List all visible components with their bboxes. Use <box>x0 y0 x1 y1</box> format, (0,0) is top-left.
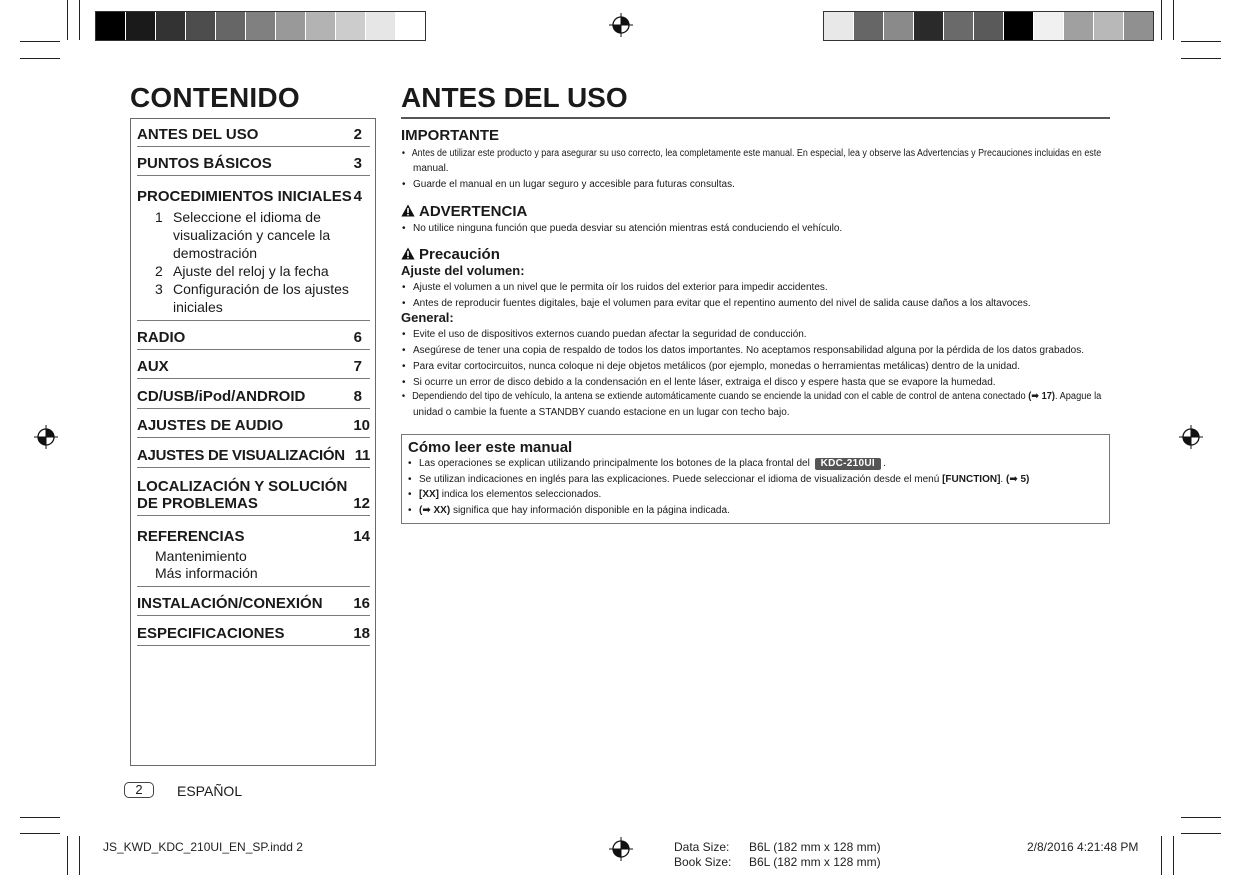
how-to-read-heading: Cómo leer este manual <box>408 439 573 456</box>
toc-entry-group <box>137 516 370 587</box>
color-swatch <box>824 12 854 40</box>
model-badge: KDC-210UI <box>815 458 881 470</box>
list-item: • Antes de utilizar este producto y para asegurar su uso correcto, lea completamente este manual. En especial, lea y observe las Advertencias y Precauciones incluidas en este <box>401 146 1101 161</box>
antenna-text: Dependiendo del tipo de vehículo, la antena se extiende automáticamente cuando se enciende la unidad con el cable de control de antena conectado <box>412 391 1026 402</box>
toc-entry[interactable] <box>137 468 370 516</box>
precaucion-heading-text: Precaución <box>419 246 500 263</box>
title-rule <box>401 117 1110 119</box>
page-title: ANTES DEL USO <box>401 82 628 113</box>
color-swatch <box>96 12 126 40</box>
list-item-text: significa que hay información disponible en la página indicada. <box>452 505 730 516</box>
toc-subitem-text: Ajuste del reloj y la fecha <box>173 263 329 279</box>
color-swatch <box>396 12 425 40</box>
list-item <box>407 503 730 518</box>
list-item-continuation: unidad o cambie la fuente a STANDBY cuando estacione en un lugar con techo bajo. <box>413 407 790 418</box>
toc-subitem[interactable] <box>137 280 370 316</box>
toc-subitem-number: 1 <box>155 209 163 225</box>
list-item: • Antes de reproducir fuentes digitales, baje el volumen para evitar que el repentino aumento del nivel de salida cause daños a los altavoces. <box>401 296 1031 311</box>
toc-box <box>130 118 376 766</box>
list-item: • No utilice ninguna función que pueda desviar su atención mientras está conduciendo el vehículo. <box>401 221 842 236</box>
color-swatch <box>216 12 246 40</box>
toc-entry[interactable] <box>137 616 370 646</box>
color-swatch <box>156 12 186 40</box>
color-swatch <box>944 12 974 40</box>
toc-entry[interactable] <box>137 147 370 176</box>
toc-entry-page: 8 <box>353 388 362 405</box>
list-item <box>407 487 601 502</box>
toc-entry-page: 7 <box>353 358 362 375</box>
precaucion-heading <box>401 246 500 263</box>
toc-entry-page: 6 <box>353 329 362 346</box>
general-heading: General: <box>401 310 454 325</box>
list-item <box>401 389 1101 404</box>
list-item-text: Las operaciones se explican utilizando principalmente los botones de la placa frontal del <box>419 458 810 469</box>
color-swatch <box>914 12 944 40</box>
list-item-text: . <box>882 458 886 469</box>
toc-entry-group <box>137 176 370 321</box>
reference-notation: (➡ XX) <box>419 505 451 516</box>
color-swatch <box>1094 12 1124 40</box>
toc-entry-label: ESPECIFICACIONES <box>137 625 285 642</box>
toc-entry-label: AJUSTES DE VISUALIZACIÓN <box>137 447 345 464</box>
warning-icon <box>401 204 415 217</box>
toc-subitem-text: Seleccione el idioma de visualización y cancele la demostración <box>173 209 331 261</box>
how-to-read-box <box>401 434 1110 524</box>
toc-subitem[interactable] <box>137 262 370 280</box>
color-swatch <box>974 12 1004 40</box>
toc-entry-label: ANTES DEL USO <box>137 126 259 143</box>
registration-mark-icon <box>1179 425 1203 449</box>
color-swatch <box>246 12 276 40</box>
toc-title: CONTENIDO <box>130 82 300 113</box>
function-key-label: [FUNCTION] <box>942 474 1001 485</box>
volumen-heading: Ajuste del volumen: <box>401 263 525 278</box>
list-item-text: . <box>1000 474 1004 485</box>
toc-entry[interactable] <box>137 379 370 409</box>
toc-entry-page: 3 <box>353 155 362 172</box>
toc-entry[interactable] <box>137 350 370 379</box>
list-item-text: indica los elementos seleccionados. <box>441 489 602 500</box>
toc-entry-label: AUX <box>137 358 169 375</box>
toc-entry-label-line2: DE PROBLEMAS <box>137 495 258 512</box>
toc-entry-label: PUNTOS BÁSICOS <box>137 155 272 172</box>
antenna-text-tail: . Apague la <box>1054 391 1102 402</box>
registration-mark-icon <box>34 425 58 449</box>
toc-entry-label: LOCALIZACIÓN Y SOLUCIÓN <box>137 478 348 495</box>
toc-entry-label: CD/USB/iPod/ANDROID <box>137 388 306 405</box>
slug-filename: JS_KWD_KDC_210UI_EN_SP.indd 2 <box>103 840 303 854</box>
language-label: ESPAÑOL <box>177 783 243 799</box>
toc-entry-label: RADIO <box>137 329 186 346</box>
page-reference[interactable]: (➡ 5) <box>1005 474 1030 485</box>
color-swatch <box>1064 12 1094 40</box>
slug-data-size-label: Data Size: <box>674 840 730 854</box>
toc-entry-label: PROCEDIMIENTOS INICIALES <box>137 188 352 205</box>
color-swatch <box>366 12 396 40</box>
toc-entry[interactable] <box>137 516 370 545</box>
color-bar-left <box>95 11 426 41</box>
color-swatch <box>1004 12 1034 40</box>
color-swatch <box>126 12 156 40</box>
list-item: • Guarde el manual en un lugar seguro y accesible para futuras consultas. <box>401 177 735 192</box>
toc-entry[interactable] <box>137 176 370 205</box>
toc-entry[interactable] <box>137 321 370 350</box>
list-item-text: Se utilizan indicaciones en inglés para las explicaciones. Puede seleccionar el idioma de visualización desde el menú <box>419 474 940 485</box>
toc-subitem-number: 2 <box>155 263 163 279</box>
warning-icon <box>401 247 415 260</box>
toc-plain-item[interactable]: Más información <box>155 565 258 581</box>
registration-mark-icon <box>609 13 633 37</box>
toc-entry-label: INSTALACIÓN/CONEXIÓN <box>137 595 323 612</box>
advertencia-heading <box>401 203 527 220</box>
toc-entry-page: 14 <box>353 528 370 545</box>
toc-entry-page: 16 <box>353 595 370 612</box>
list-item <box>407 472 1029 487</box>
toc-entry[interactable] <box>137 409 370 438</box>
slug-data-size: B6L (182 mm x 128 mm) <box>749 840 881 854</box>
slug-book-size-label: Book Size: <box>674 855 732 869</box>
list-item: • Ajuste el volumen a un nivel que le permita oír los ruidos del exterior para impedir accidentes. <box>401 280 828 295</box>
page-reference[interactable]: (➡ 17) <box>1028 391 1055 402</box>
page-number-badge: 2 <box>124 782 154 798</box>
toc-subitem[interactable] <box>137 208 370 262</box>
toc-subitem-number: 3 <box>155 281 163 297</box>
toc-entry-page: 4 <box>353 188 362 205</box>
toc-entry-page: 12 <box>353 495 370 512</box>
toc-entry-page: 10 <box>353 417 370 434</box>
color-swatch <box>854 12 884 40</box>
toc-subitem-text: Configuración de los ajustes iniciales <box>173 281 349 315</box>
color-swatch <box>1034 12 1064 40</box>
color-swatch <box>1124 12 1153 40</box>
toc-entry-page: 18 <box>353 625 370 642</box>
color-swatch <box>884 12 914 40</box>
list-item: • Para evitar cortocircuitos, nunca coloque ni deje objetos metálicos (por ejemplo, monedas o herramientas metálicas) dentro de la unidad. <box>401 359 1020 374</box>
toc-entry-page: 2 <box>353 126 362 143</box>
toc-entry-page: 11 <box>354 447 370 464</box>
list-item: • Evite el uso de dispositivos externos cuando puedan afectar la seguridad de conducción. <box>401 327 807 342</box>
key-notation: [XX] <box>419 489 439 500</box>
color-swatch <box>186 12 216 40</box>
toc-entry[interactable] <box>137 587 370 616</box>
slug-book-size: B6L (182 mm x 128 mm) <box>749 855 881 869</box>
color-swatch <box>276 12 306 40</box>
toc-list <box>137 119 370 646</box>
slug-datetime: 2/8/2016 4:21:48 PM <box>1027 840 1139 854</box>
toc-entry-label: REFERENCIAS <box>137 528 245 545</box>
list-item <box>407 456 886 471</box>
color-swatch <box>336 12 366 40</box>
color-swatch <box>306 12 336 40</box>
toc-entry[interactable] <box>137 438 370 468</box>
toc-entry[interactable] <box>137 119 370 147</box>
color-bar-right <box>823 11 1154 41</box>
list-item: • Si ocurre un error de disco debido a la condensación en el lente láser, extraiga el disco y espere hasta que se evapore la humedad. <box>401 375 996 390</box>
list-item-continuation: manual. <box>413 163 449 174</box>
advertencia-heading-text: ADVERTENCIA <box>419 203 528 220</box>
importante-heading: IMPORTANTE <box>401 127 500 144</box>
toc-entry-label: AJUSTES DE AUDIO <box>137 417 284 434</box>
toc-plain-item[interactable]: Mantenimiento <box>155 548 247 564</box>
list-item: • Asegúrese de tener una copia de respaldo de todos los datos importantes. No aceptamos responsabilidad alguna por la pérdida de los datos grabados. <box>401 343 1084 358</box>
registration-mark-icon <box>609 837 633 861</box>
